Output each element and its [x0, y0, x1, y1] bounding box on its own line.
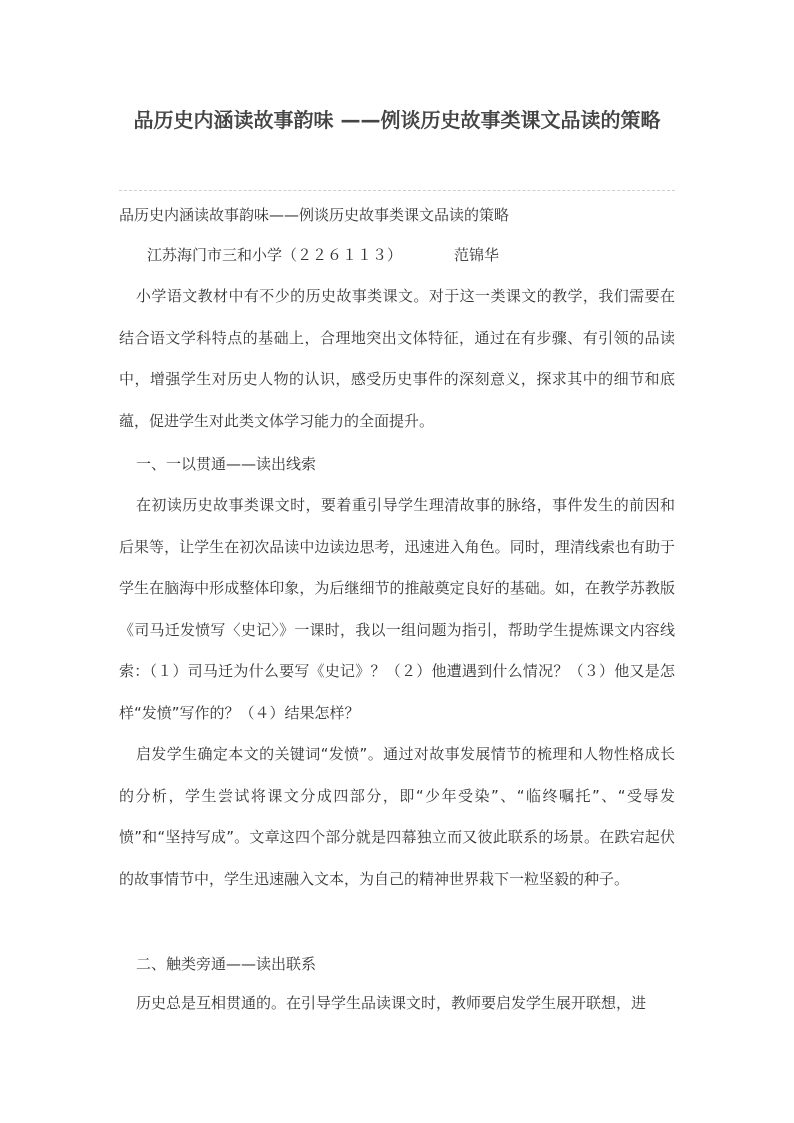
section2-paragraph-1: 历史总是互相贯通的。在引导学生品读课文时，教师要启发学生展开联想，进: [136, 994, 647, 1012]
section-heading-1: 一、一以贯通——读出线索: [136, 455, 317, 473]
section1-paragraph-1: 在初读历史故事类课文时，要着重引导学生理清故事的脉络，事件发生的前因和后果等，让学生在初次品读中边读边思考，迅速进入角色。同时，理清线索也有助于学生在脑海中形成整体印象，为后继细节的推敲奠定良好的基础。如，在教学苏教版《司马迁发愤写〈史记〉》一课时，我以一组问题为指引，帮助学生提炼课文内容线索：（１）司马迁为什么要写《史记》？（２）他遭遇到什么情况？（３）他又是怎样“发愤”写作的？（４）结果怎样？: [119, 496, 675, 722]
author-line: [119, 243, 675, 267]
school-name: 江苏海门市三和小学（２２６１１３）: [147, 246, 403, 264]
author-name: 范锦华: [454, 246, 500, 264]
article-subtitle: 品历史内涵读故事韵味——例谈历史故事类课文品读的策略: [119, 206, 510, 224]
title-divider: [119, 190, 675, 191]
section-heading-2: 二、触类旁通——读出联系: [136, 955, 317, 973]
section1-paragraph-2: 启发学生确定本文的关键词“发愤”。通过对故事发展情节的梳理和人物性格成长的分析，学生尝试将课文分成四部分，即“少年受染”、“临终嘱托”、“受辱发愤”和“坚持写成”。文章这四个部分就是四幕独立而又彼此联系的场景。在跌宕起伏的故事情节中，学生迅速融入文本，为自己的精神世界栽下一粒坚毅的种子。: [119, 745, 675, 888]
document-title: 品历史内涵读故事韵味 ——例谈历史故事类课文品读的策略: [133, 108, 661, 132]
intro-paragraph: 小学语文教材中有不少的历史故事类课文。对于这一类课文的教学，我们需要在结合语文学科特点的基础上，合理地突出文体特征，通过在有步骤、有引领的品读中，增强学生对历史人物的认识，感受历史事件的深刻意义，探求其中的细节和底蕴，促进学生对此类文体学习能力的全面提升。: [119, 287, 675, 430]
